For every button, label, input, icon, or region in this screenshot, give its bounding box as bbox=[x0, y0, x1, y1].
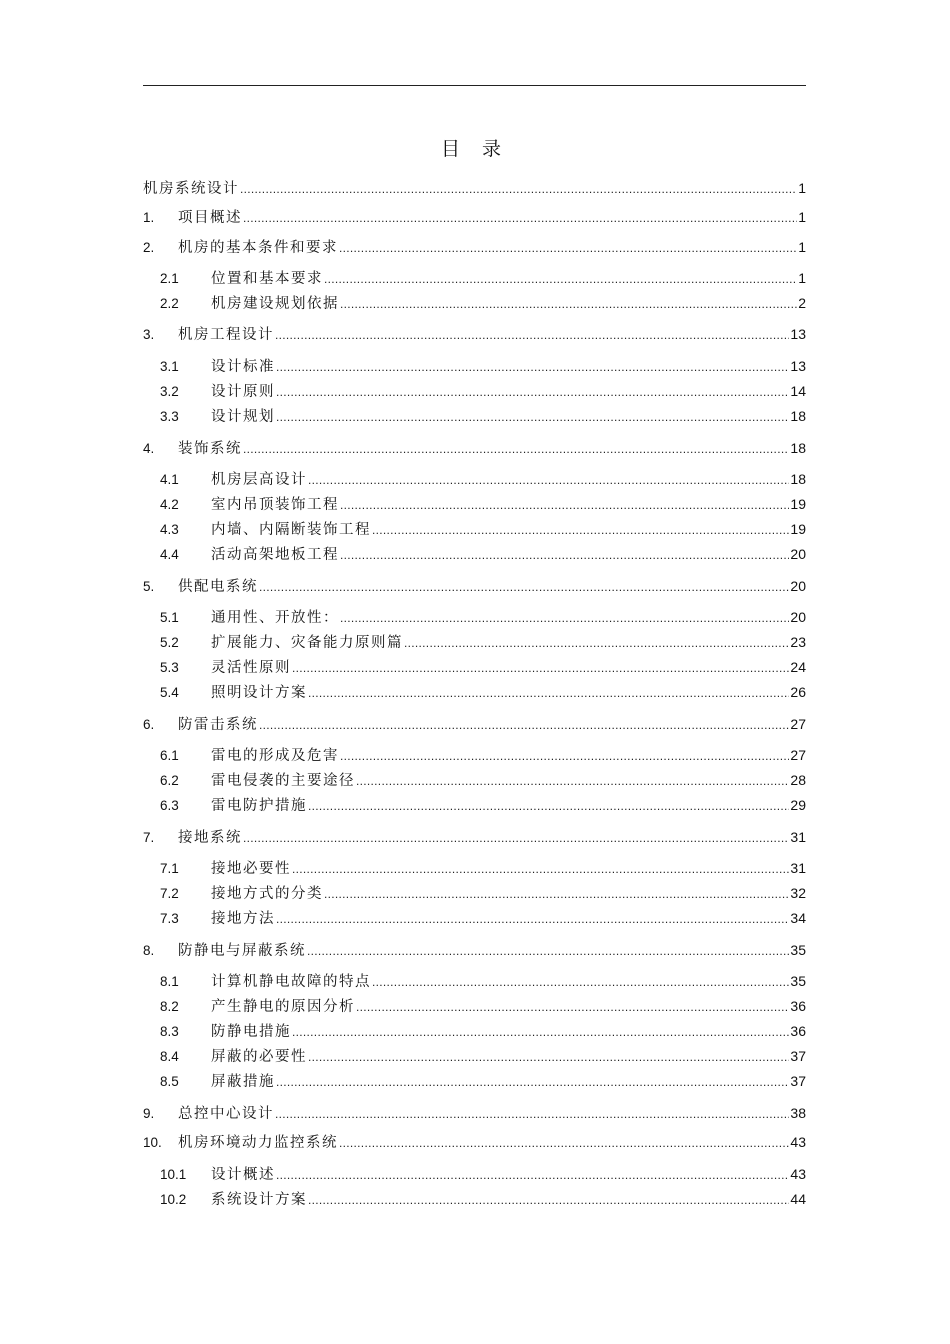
toc-entry-number: 6.2 bbox=[160, 773, 179, 788]
toc-entry-page-number: 13 bbox=[790, 358, 806, 374]
toc-entry-page-number: 28 bbox=[790, 772, 806, 788]
toc-entry-label: 装饰系统 bbox=[178, 441, 242, 457]
toc-entry[interactable] bbox=[143, 236, 806, 258]
toc-entry-number: 9. bbox=[143, 1106, 155, 1121]
toc-entry-page-number: 31 bbox=[790, 829, 806, 845]
toc-entry-label: 项目概述 bbox=[178, 210, 242, 226]
toc-entry-page-number: 1 bbox=[798, 239, 806, 255]
toc-entry-label: 接地方法 bbox=[211, 911, 275, 927]
toc-subentry[interactable] bbox=[160, 1020, 806, 1042]
toc-entry-label: 机房的基本条件和要求 bbox=[178, 240, 338, 256]
toc-entry-page-number: 1 bbox=[798, 180, 806, 196]
toc-entry-label: 照明设计方案 bbox=[211, 685, 307, 701]
toc-entry-number: 3. bbox=[143, 327, 155, 342]
toc-entry-page-number: 18 bbox=[790, 471, 806, 487]
toc-dot-leader bbox=[324, 268, 797, 290]
toc-subentry[interactable] bbox=[160, 794, 806, 816]
toc-entry-page-number: 19 bbox=[790, 496, 806, 512]
toc-entry[interactable] bbox=[143, 323, 806, 345]
toc-entry-label: 设计概述 bbox=[211, 1167, 275, 1183]
toc-entry-number: 5.4 bbox=[160, 685, 179, 700]
toc-entry[interactable] bbox=[143, 826, 806, 848]
toc-dot-leader bbox=[275, 1103, 789, 1125]
toc-entry-page-number: 1 bbox=[798, 209, 806, 225]
toc-dot-leader bbox=[339, 237, 797, 259]
toc-subentry[interactable] bbox=[160, 606, 806, 628]
toc-entry-page-number: 43 bbox=[790, 1134, 806, 1150]
toc-entry-label: 雷电的形成及危害 bbox=[211, 748, 339, 764]
toc-dot-leader bbox=[275, 324, 789, 346]
toc-subentry[interactable] bbox=[160, 882, 806, 904]
toc-entry-number: 3.2 bbox=[160, 384, 179, 399]
toc-subentry[interactable] bbox=[160, 970, 806, 992]
toc-entry-page-number: 1 bbox=[798, 270, 806, 286]
toc-subentry[interactable] bbox=[160, 292, 806, 314]
toc-entry-label: 屏蔽的必要性 bbox=[211, 1049, 307, 1065]
toc-entry-number: 8.1 bbox=[160, 974, 179, 989]
toc-entry-number: 2. bbox=[143, 240, 155, 255]
toc-entry-label: 产生静电的原因分析 bbox=[211, 999, 355, 1015]
toc-entry-page-number: 29 bbox=[790, 797, 806, 813]
toc-entry-label: 设计原则 bbox=[211, 384, 275, 400]
toc-entry-page-number: 37 bbox=[790, 1048, 806, 1064]
toc-dot-leader bbox=[308, 682, 789, 704]
toc-entry-number: 8.4 bbox=[160, 1049, 179, 1064]
toc-dot-leader bbox=[340, 293, 797, 315]
toc-entry-page-number: 20 bbox=[790, 578, 806, 594]
toc-subentry[interactable] bbox=[160, 405, 806, 427]
toc-dot-leader bbox=[276, 381, 789, 403]
toc-entry-label: 通用性、开放性： bbox=[211, 610, 339, 626]
toc-subentry[interactable] bbox=[160, 518, 806, 540]
toc-subentry[interactable] bbox=[160, 995, 806, 1017]
toc-subentry[interactable] bbox=[160, 681, 806, 703]
toc-entry-label: 设计规划 bbox=[211, 409, 275, 425]
toc-entry-number: 8.3 bbox=[160, 1024, 179, 1039]
toc-dot-leader bbox=[308, 795, 789, 817]
toc-entry-label: 内墙、内隔断装饰工程 bbox=[211, 522, 371, 538]
toc-dot-leader bbox=[308, 469, 789, 491]
toc-entry-page-number: 44 bbox=[790, 1191, 806, 1207]
toc-entry-page-number: 36 bbox=[790, 998, 806, 1014]
toc-entry-number: 8.5 bbox=[160, 1074, 179, 1089]
toc-dot-leader bbox=[308, 1189, 789, 1211]
toc-entry-page-number: 35 bbox=[790, 973, 806, 989]
toc-dot-leader bbox=[240, 178, 797, 200]
toc-entry-label: 系统设计方案 bbox=[211, 1192, 307, 1208]
toc-dot-leader bbox=[276, 1164, 789, 1186]
toc-entry-label: 雷电侵袭的主要途径 bbox=[211, 773, 355, 789]
toc-dot-leader bbox=[276, 406, 789, 428]
toc-entry-number: 4.4 bbox=[160, 547, 179, 562]
toc-subentry[interactable] bbox=[160, 744, 806, 766]
toc-entry-label: 机房系统设计 bbox=[143, 181, 239, 197]
toc-entry-label: 扩展能力、灾备能力原则篇 bbox=[211, 635, 403, 651]
toc-subentry[interactable] bbox=[160, 907, 806, 929]
toc-subentry[interactable] bbox=[160, 1045, 806, 1067]
toc-entry-label: 接地系统 bbox=[178, 830, 242, 846]
toc-entry-label: 室内吊顶装饰工程 bbox=[211, 497, 339, 513]
toc-dot-leader bbox=[340, 745, 789, 767]
toc-entry-page-number: 20 bbox=[790, 609, 806, 625]
toc-entry-page-number: 43 bbox=[790, 1166, 806, 1182]
toc-dot-leader bbox=[404, 632, 789, 654]
toc-entry-number: 4.1 bbox=[160, 472, 179, 487]
toc-entry-number: 4.2 bbox=[160, 497, 179, 512]
toc-entry-page-number: 35 bbox=[790, 942, 806, 958]
toc-entry-page-number: 27 bbox=[790, 747, 806, 763]
toc-subentry[interactable] bbox=[160, 1163, 806, 1185]
toc-entry-number: 2.2 bbox=[160, 296, 179, 311]
toc-entry-label: 机房层高设计 bbox=[211, 472, 307, 488]
toc-dot-leader bbox=[276, 908, 789, 930]
toc-subentry[interactable] bbox=[160, 769, 806, 791]
toc-subentry[interactable] bbox=[160, 380, 806, 402]
toc-dot-leader bbox=[307, 940, 789, 962]
toc-entry-page-number: 32 bbox=[790, 885, 806, 901]
toc-subentry[interactable] bbox=[160, 656, 806, 678]
toc-dot-leader bbox=[259, 576, 789, 598]
toc-dot-leader bbox=[276, 356, 789, 378]
toc-entry-label: 防雷击系统 bbox=[178, 717, 258, 733]
toc-subentry[interactable] bbox=[160, 468, 806, 490]
toc-dot-leader bbox=[339, 1132, 789, 1154]
toc-entry[interactable] bbox=[143, 206, 806, 228]
toc-entry-number: 7.2 bbox=[160, 886, 179, 901]
toc-entry-label: 位置和基本要求 bbox=[211, 271, 323, 287]
toc-subentry[interactable] bbox=[160, 493, 806, 515]
toc-dot-leader bbox=[340, 494, 789, 516]
toc-entry-number: 2.1 bbox=[160, 271, 179, 286]
toc-subentry[interactable] bbox=[160, 543, 806, 565]
toc-entry-page-number: 36 bbox=[790, 1023, 806, 1039]
toc-dot-leader bbox=[259, 714, 789, 736]
toc-entry-page-number: 19 bbox=[790, 521, 806, 537]
toc-entry-page-number: 24 bbox=[790, 659, 806, 675]
toc-entry-label: 机房环境动力监控系统 bbox=[178, 1135, 338, 1151]
toc-entry-page-number: 18 bbox=[790, 408, 806, 424]
toc-entry-label: 雷电防护措施 bbox=[211, 798, 307, 814]
toc-entry-page-number: 20 bbox=[790, 546, 806, 562]
toc-entry-number: 5.1 bbox=[160, 610, 179, 625]
toc-entry-page-number: 23 bbox=[790, 634, 806, 650]
toc-entry-label: 总控中心设计 bbox=[178, 1106, 274, 1122]
toc-dot-leader bbox=[372, 519, 789, 541]
toc-dot-leader bbox=[243, 207, 797, 229]
toc-entry-number: 7.3 bbox=[160, 911, 179, 926]
toc-subentry[interactable] bbox=[160, 1070, 806, 1092]
toc-entry-page-number: 18 bbox=[790, 440, 806, 456]
toc-entry-page-number: 14 bbox=[790, 383, 806, 399]
toc-entry-label: 机房建设规划依据 bbox=[211, 296, 339, 312]
toc-entry-page-number: 38 bbox=[790, 1105, 806, 1121]
toc-entry[interactable] bbox=[143, 939, 806, 961]
toc-dot-leader bbox=[356, 770, 789, 792]
toc-subentry[interactable] bbox=[160, 631, 806, 653]
toc-entry-label: 接地必要性 bbox=[211, 861, 291, 877]
toc-entry-label: 供配电系统 bbox=[178, 579, 258, 595]
toc-entry[interactable] bbox=[143, 1131, 806, 1153]
toc-entry-label: 接地方式的分类 bbox=[211, 886, 323, 902]
toc-entry-number: 10.2 bbox=[160, 1192, 187, 1207]
toc-entry-number: 3.3 bbox=[160, 409, 179, 424]
toc-dot-leader bbox=[356, 996, 789, 1018]
toc-dot-leader bbox=[243, 827, 789, 849]
toc-entry-page-number: 2 bbox=[798, 295, 806, 311]
toc-entry-number: 6.3 bbox=[160, 798, 179, 813]
toc-entry[interactable] bbox=[143, 177, 806, 199]
toc-entry-page-number: 34 bbox=[790, 910, 806, 926]
toc-entry-label: 设计标准 bbox=[211, 359, 275, 375]
toc-entry-number: 4. bbox=[143, 441, 155, 456]
toc-entry-label: 机房工程设计 bbox=[178, 327, 274, 343]
toc-entry-page-number: 26 bbox=[790, 684, 806, 700]
toc-entry-number: 4.3 bbox=[160, 522, 179, 537]
toc-entry[interactable] bbox=[143, 437, 806, 459]
toc-entry-page-number: 31 bbox=[790, 860, 806, 876]
toc-entry-number: 8. bbox=[143, 943, 155, 958]
toc-dot-leader bbox=[292, 858, 789, 880]
toc-dot-leader bbox=[276, 1071, 789, 1093]
table-of-contents bbox=[143, 0, 806, 1344]
toc-entry-number: 8.2 bbox=[160, 999, 179, 1014]
toc-entry-label: 防静电措施 bbox=[211, 1024, 291, 1040]
toc-subentry[interactable] bbox=[160, 355, 806, 377]
toc-entry-number: 5.3 bbox=[160, 660, 179, 675]
toc-dot-leader bbox=[243, 438, 789, 460]
toc-entry-number: 6. bbox=[143, 717, 155, 732]
toc-entry[interactable] bbox=[143, 1102, 806, 1124]
toc-entry-number: 5.2 bbox=[160, 635, 179, 650]
toc-entry-label: 灵活性原则 bbox=[211, 660, 291, 676]
toc-entry[interactable] bbox=[143, 575, 806, 597]
toc-entry-label: 屏蔽措施 bbox=[211, 1074, 275, 1090]
toc-entry[interactable] bbox=[143, 713, 806, 735]
toc-dot-leader bbox=[292, 1021, 789, 1043]
toc-entry-label: 活动高架地板工程 bbox=[211, 547, 339, 563]
toc-subentry[interactable] bbox=[160, 857, 806, 879]
toc-subentry[interactable] bbox=[160, 1188, 806, 1210]
toc-entry-page-number: 13 bbox=[790, 326, 806, 342]
toc-entry-page-number: 37 bbox=[790, 1073, 806, 1089]
toc-dot-leader bbox=[324, 883, 789, 905]
toc-entry-label: 计算机静电故障的特点 bbox=[211, 974, 371, 990]
toc-dot-leader bbox=[308, 1046, 789, 1068]
toc-dot-leader bbox=[292, 657, 789, 679]
page-title: 目 录 bbox=[440, 138, 510, 160]
toc-entry-number: 7. bbox=[143, 830, 155, 845]
toc-dot-leader bbox=[340, 544, 789, 566]
toc-entry-page-number: 27 bbox=[790, 716, 806, 732]
toc-dot-leader bbox=[372, 971, 789, 993]
toc-entry-number: 3.1 bbox=[160, 359, 179, 374]
toc-entry-number: 5. bbox=[143, 579, 155, 594]
toc-dot-leader bbox=[340, 607, 789, 629]
toc-entry-number: 7.1 bbox=[160, 861, 179, 876]
toc-entry-number: 6.1 bbox=[160, 748, 179, 763]
toc-entry-number: 1. bbox=[143, 210, 155, 225]
toc-subentry[interactable] bbox=[160, 267, 806, 289]
toc-entry-label: 防静电与屏蔽系统 bbox=[178, 943, 306, 959]
toc-entry-number: 10. bbox=[143, 1135, 162, 1150]
toc-entry-number: 10.1 bbox=[160, 1167, 187, 1182]
